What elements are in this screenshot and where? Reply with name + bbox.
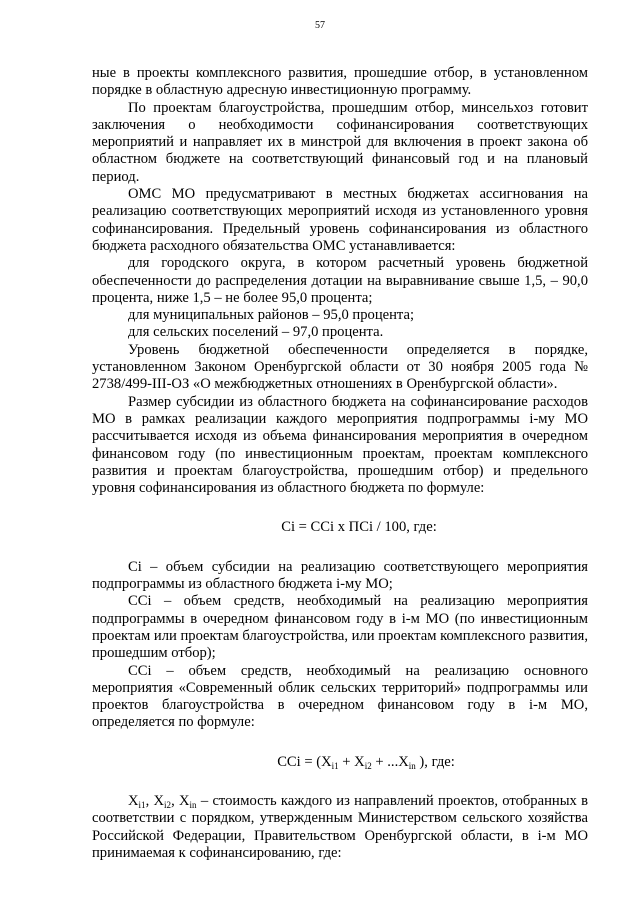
formula-cost: CCi = ($X_{i1} + X_{i2} + ...X_{in}$ ), где: [277, 753, 455, 771]
paragraph: Уровень бюджетной обеспеченности определяется в порядке, установленном Законом Оренбургской области от 30 ноября 2005 года № 2738/499-III-ОЗ «О межбюджетных отношениях в Оренбургской области». [92, 341, 588, 393]
definition: CCi – объем средств, необходимый на реализацию мероприятия подпрограммы в очередном финансовом году в i-м МО (по инвестиционным проектам или проектам благоустройства, или проектам комплексного развития, прошедшим отбор); [92, 593, 588, 662]
paragraph: По проектам благоустройства, прошедшим отбор, минсельхоз готовит заключения о необходимости софинансирования соответствующих мероприятий и направляет их в минстрой для включения в проект закона об областном бюджете на соответствующий финансовый год и на плановый период. [92, 99, 588, 185]
definition: $X_{i1}$, $X_{i2}$, $X_{in}$ – стоимость каждого из направлений проектов, отобранных в соответствии с порядком, утвержденным Министерством сельского хозяйства Российской Федерации, Правительством Оренбургской области, в i-м МО принимаемая к софинансированию, где: [92, 792, 588, 861]
paragraph: Размер субсидии из областного бюджета на софинансирование расходов МО в рамках реализации каждого мероприятия подпрограммы i-му МО рассчитывается исходя из объема финансирования мероприятия в очередном финансовом году (по инвестиционным проектам, проектам комплексного развития и проектам благоустройства, прошедшим отбор) и предельного уровня софинансирования из областного бюджета по формуле: [92, 393, 588, 497]
page-number: 57 [315, 20, 325, 31]
list-item: для городского округа, в котором расчетный уровень бюджетной обеспеченности до распределения дотации на выравнивание свыше 1,5, – 90,0 процента, ниже 1,5 – не более 95,0 процента; [92, 255, 588, 306]
document-body [92, 65, 588, 862]
list-item: для сельских поселений – 97,0 процента. [128, 324, 384, 341]
list-item: для муниципальных районов – 95,0 процента; [128, 307, 415, 324]
paragraph: ные в проекты комплексного развития, прошедшие отбор, в установленном порядке в областную адресную инвестиционную программу. [92, 65, 588, 99]
definition: CCi – объем средств, необходимый на реализацию основного мероприятия «Современный облик сельских территорий» подпрограммы или проектов благоустройства в очередном финансовом году в i-м МО, определяется по формуле: [92, 662, 588, 731]
definition: Ci – объем субсидии на реализацию соответствующего мероприятия подпрограммы из областного бюджета i-му МО; [92, 558, 588, 593]
paragraph: ОМС МО предусматривают в местных бюджетах ассигнования на реализацию соответствующих мероприятий исходя из установленного уровня софинансирования. Предельный уровень софинансирования из областного бюджета расходного обязательства ОМС устанавливается: [92, 186, 588, 254]
formula-subsidy: Ci = CCi x ПCi / 100, где: [281, 519, 437, 536]
